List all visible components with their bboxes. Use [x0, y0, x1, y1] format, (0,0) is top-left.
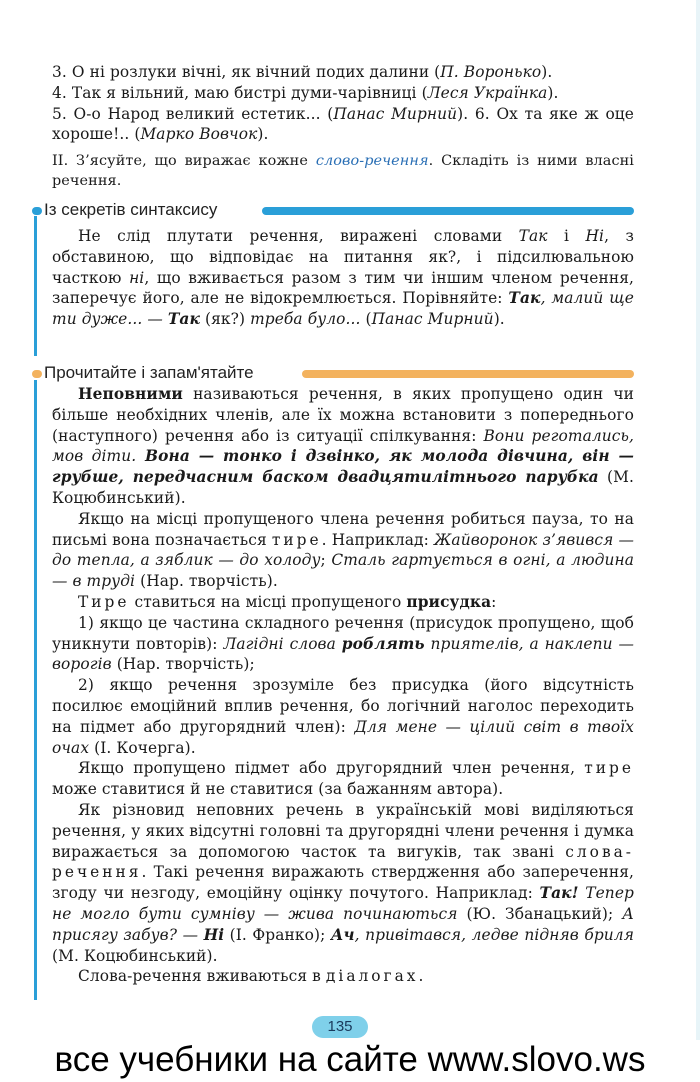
section1-heading: Із секретів синтаксису — [44, 200, 218, 219]
term-slovo-rechennia: слово-речення — [315, 153, 429, 169]
page-number: 135 — [312, 1016, 368, 1038]
section1-side-line — [34, 216, 37, 356]
section2-marker — [32, 370, 42, 378]
paragraph-definition: Неповними називаються речення, в яких пропущено один чи більше необхідних членів, але їх можна встановити з попереднього (наступного) речення або із ситуації спілкування: Вони реготались, мов діти. Вона — тонко і дзвінко, як молода дівчина, він — грубше, передчасним баском двадцятилітнього парубка (М. Коцюбинський). — [52, 385, 634, 507]
example-line-5-6: 5. О-о Народ великий естетик... (Панас Мирний). 6. Ох та яке ж оце хороше!.. (Марко Вовчок). — [52, 104, 635, 144]
paragraph-rule-2: 2) якщо речення зрозуміле без присудка (його відсутність посилює емоційний вплив речення, бо логічний наголос переходить на підмет або другорядний член): Для мене — цілий світ в твоїх очах (І. Кочерга). — [52, 676, 634, 757]
section1-marker — [32, 207, 42, 215]
page-edge — [696, 0, 700, 1040]
example-line-4: 4. Так я вільний, маю бистрі думи-чарівниці (Леся Українка). — [52, 83, 559, 102]
section1-heading-bar — [262, 207, 634, 215]
paragraph-word-sentences: Як різновид неповних речень в українській мові виділяються речення, у яких відсутні головні та другорядні члени речення і думка виражається за допомогою часток та вигуків, так звані слова-речення. Такі речення виражають ствердження або заперечення, згоду чи незгоду, емоційну оцінку почутого. Наприклад: Так! Тепер не могло бути сумніву — жива починаються (Ю. Збанацький); А присягу забув? — Ні (І. Франко); Ач, привітався, ледве підняв бриля (М. Коцюбинський). — [52, 800, 634, 965]
paragraph-pause: Якщо на місці пропущеного члена речення робиться пауза, то на письмі вона позначається тире. Наприклад: Жайворонок з’явився — до тепла, а зяблик — до холоду; Сталь гартується в огні, а людина — в труді (Нар. творчість). — [52, 509, 634, 591]
task-2: II. З’ясуйте, що виражає кожне слово-речення. Складіть із ними власні речення. — [52, 153, 634, 189]
section2-body — [52, 384, 634, 987]
section1-body: Не слід плутати речення, виражені словами Так і Ні, з обставиною, що відповідає на питання як?, і підсилювальною часткою ні, що вживається разом з тим чи іншим членом речення, заперечує його, але не відокремлюється. Порівняйте: Так, малий ще ти дуже... — Так (як?) треба було... (Панас Мирний). — [52, 227, 634, 329]
paragraph-rule-1: 1) якщо це частина складного речення (присудок пропущено, щоб уникнути повторів): Лагідні слова роблять приятелів, а наклепи — ворогів (Нар. творчість); — [52, 613, 634, 674]
footer-site-banner: все учебники на сайте www.slovo.ws — [54, 1040, 646, 1079]
section2-heading: Прочитайте і запам'ятайте — [44, 363, 254, 382]
section2-heading-bar — [302, 370, 634, 378]
paragraph-subject: Якщо пропущено підмет або другорядний член речення, тире може ставитися й не ставитися (за бажанням автора). — [52, 759, 634, 799]
paragraph-dialogues: Слова-речення вживаються в діалогах. — [78, 967, 424, 986]
top-examples — [52, 62, 634, 145]
example-line-3: 3. О ні розлуки вічні, як вічний подих далини (П. Воронько). — [52, 63, 553, 81]
section2-side-line — [34, 380, 37, 1000]
paragraph-tyre-rule: Тире ставиться на місці пропущеного присудка: — [78, 592, 497, 611]
